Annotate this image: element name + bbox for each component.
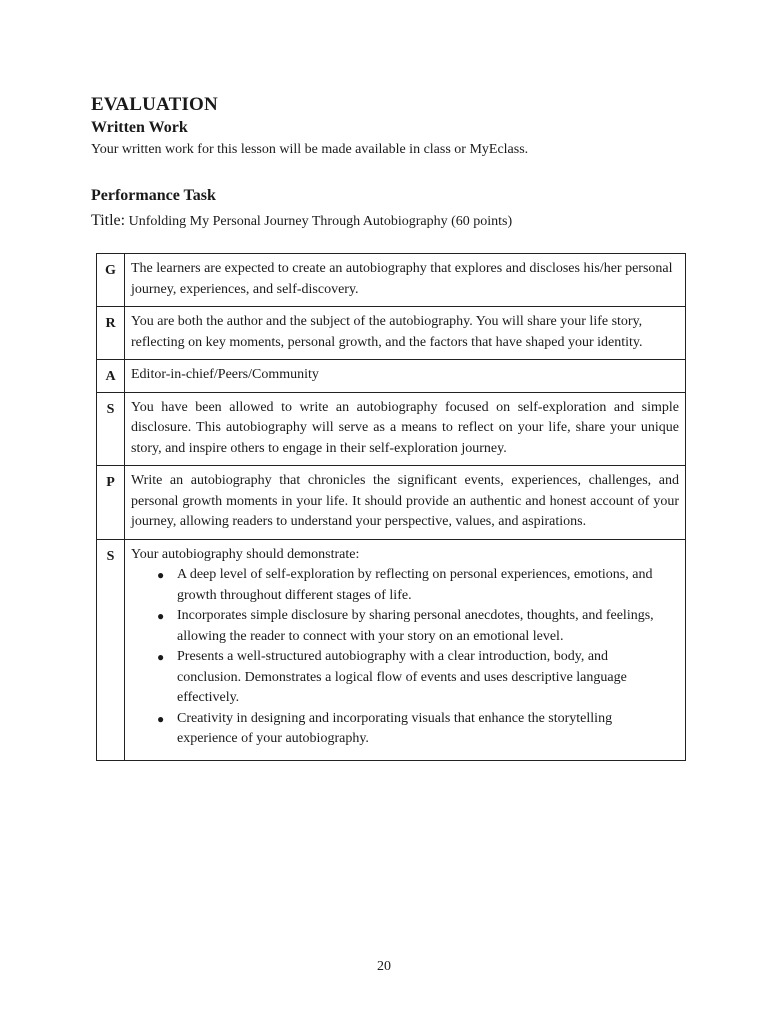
grasps-row-goal [97,254,686,307]
list-item [131,565,679,606]
grasps-letter: R [97,307,125,360]
list-item-text: Presents a well-structured autobiography with a clear introduction, body, and conclusion. Demonstrates a logical flow of events and uses descriptive language effectively. [177,649,627,705]
task-title-line [91,212,512,230]
bullet-icon: ● [157,568,165,582]
grasps-text: You are both the author and the subject of the autobiography. You will share your life story, reflecting on key moments, personal growth, and the factors that have shaped your identity. [125,307,686,360]
bullet-icon: ● [157,609,165,623]
grasps-letter: P [97,466,125,540]
grasps-row-role [97,307,686,360]
bullet-icon: ● [157,650,165,664]
grasps-text: Write an autobiography that chronicles the significant events, experiences, challenges, and personal growth moments in your life. It should provide an authentic and honest account of your journey, allowing readers to understand your perspective, values, and aspirations. [125,466,686,540]
bullet-icon: ● [157,711,165,726]
written-work-text: Your written work for this lesson will be made available in class or MyEclass. [91,142,529,157]
grasps-text: Editor-in-chief/Peers/Community [125,360,686,393]
grasps-row-standards [97,539,686,760]
grasps-row-situation [97,392,686,466]
section-title: EVALUATION [91,94,218,115]
grasps-standards-cell [125,539,686,760]
list-item-text: Creativity in designing and incorporating visuals that enhance the storytelling experience of your autobiography. [177,710,613,746]
grasps-text: You have been allowed to write an autobiography focused on self-exploration and simple disclosure. This autobiography will serve as a means to reflect on your life, share your unique story, and inspire others to engage in their self-exploration journey. [125,392,686,466]
grasps-letter: S [97,392,125,466]
written-work-heading: Written Work [91,119,188,136]
grasps-letter: G [97,254,125,307]
grasps-text: The learners are expected to create an autobiography that explores and discloses his/her personal journey, experiences, and self-discovery. [125,254,686,307]
performance-task-heading: Performance Task [91,187,216,204]
grasps-letter: A [97,360,125,393]
task-title-label: Title: [91,212,126,229]
list-item [131,647,679,709]
grasps-table [96,253,686,761]
page-number: 20 [377,959,391,974]
list-item-text: Incorporates simple disclosure by sharing personal anecdotes, thoughts, and feelings, allowing the reader to connect with your story on an emotional level. [177,608,654,644]
standards-list [131,565,679,754]
grasps-row-product [97,466,686,540]
grasps-row-audience [97,360,686,393]
list-item [131,606,679,647]
grasps-letter: S [97,539,125,760]
task-title-text: Unfolding My Personal Journey Through Autobiography (60 points) [128,214,513,229]
list-item-text: A deep level of self-exploration by reflecting on personal experiences, emotions, and growth throughout different stages of life. [177,567,653,603]
standards-intro: Your autobiography should demonstrate: [131,546,360,562]
list-item [131,709,679,750]
